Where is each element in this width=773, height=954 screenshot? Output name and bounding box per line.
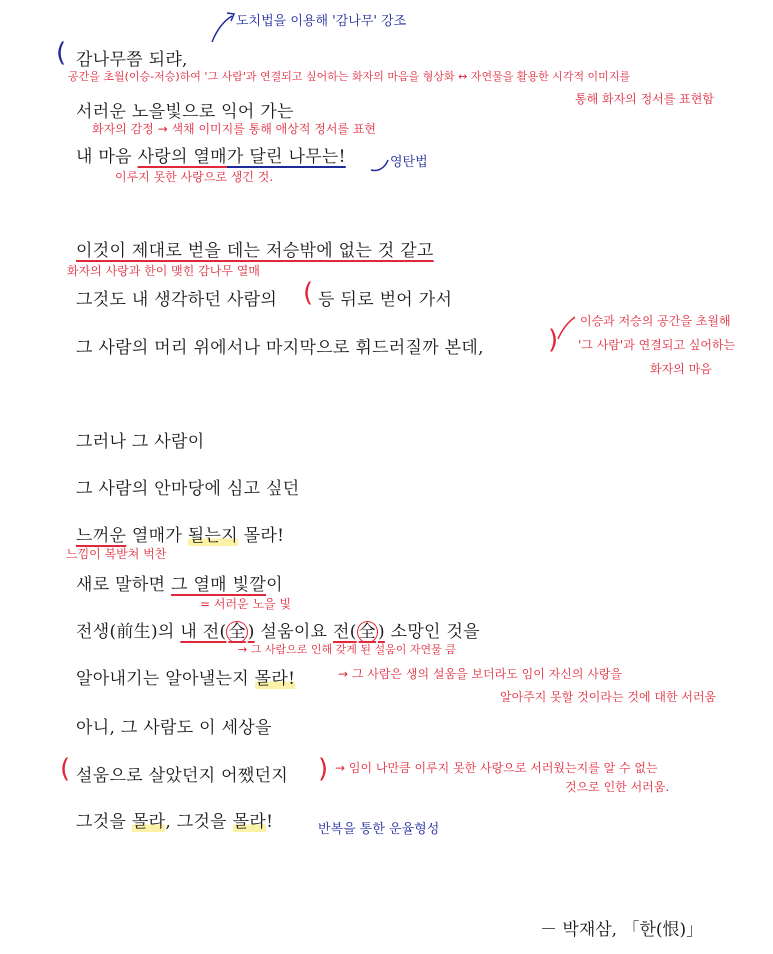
poem-line-9-d: 몰라!: [237, 526, 285, 546]
poem-line-11-whole: [333, 621, 385, 643]
poem-line-11-i: 소망인 것을: [384, 622, 480, 642]
poem-line-12-a: 알아내기는 알아낼는지: [76, 669, 255, 689]
close-paren-red-mark-2: ): [318, 754, 329, 784]
poem-line-15-a: 그것을: [76, 812, 132, 832]
open-paren-mark: (: [56, 38, 67, 68]
annotation-not-known-1: → 그 사람은 생의 설움을 보더라도 임이 자신의 사랑을: [338, 667, 623, 681]
poem-line-5-a: 그것도 내 생각하던 사람의: [76, 290, 278, 310]
poem-line-15: [76, 807, 273, 832]
poem-line-7: 그러나 그 사람이: [76, 432, 205, 452]
annotation-exclamation: 영탄법: [390, 155, 428, 170]
annotation-overwhelmed: 느낌이 복받쳐 벅찬: [66, 547, 167, 561]
poem-line-5: [76, 285, 277, 310]
poem-line-11-d: ): [247, 622, 255, 642]
poem-line-4-text: 이것이 제대로 벋을 데는 저승밖에 없는 것 같고: [76, 241, 434, 261]
annotation-persimmon-fruit: 화자의 사랑과 한이 맺힌 감나무 열매: [67, 264, 260, 278]
poem-line-13: 아니, 그 사람도 이 세상을: [76, 718, 272, 738]
open-paren-red-mark-2: (: [60, 754, 71, 784]
poem-line-8: 그 사람의 안마당에 심고 싶던: [76, 479, 300, 499]
annotation-connect-1: 이승과 저승의 공간을 초월해: [580, 314, 731, 328]
poem-line-10: [76, 570, 283, 595]
poem-line-15-e: !: [266, 812, 274, 832]
poem-line-3-c: 가 달린 나무는!: [226, 147, 346, 167]
poem-line-9: [76, 521, 284, 546]
poem-line-15-c: , 그것을: [165, 812, 233, 832]
annotation-inversion: 도치법을 이용해 '감나무' 강조: [236, 14, 407, 29]
poem-line-9-c: 될는지: [187, 526, 238, 546]
poem-line-11-h: ): [377, 622, 385, 642]
poem-line-9-b: 열매가: [126, 526, 188, 546]
annotation-sunset-color: = 서러운 노을 빛: [200, 597, 292, 611]
poem-line-3-a: 내 마음: [76, 147, 138, 167]
poem-line-6: 그 사람의 머리 위에서나 마지막으로 휘드러질까 본데,: [76, 338, 484, 358]
annotation-cannot-know-2: 것으로 인한 서러움.: [565, 780, 670, 794]
annotation-connect-3: 화자의 마음: [650, 362, 712, 376]
poem-line-15-b: 몰라: [131, 812, 166, 832]
poem-line-3-fruit: 사랑의 열매: [137, 147, 227, 167]
poem-line-9-a: 느꺼운: [76, 526, 127, 546]
annotation-color-image: 화자의 감정 → 색채 이미지를 통해 애상적 정서를 표현: [92, 122, 377, 136]
poem-line-11-mine: [180, 621, 254, 643]
annotation-sorrow-from-love: → 그 사람으로 인해 갖게 된 설움이 자연물 큼: [238, 643, 456, 656]
poem-line-5-b: 등 뒤로 벋어 가서: [318, 290, 453, 310]
poem-line-4: [76, 236, 434, 261]
annotation-cannot-know-1: → 임이 나만큼 이루지 못한 사랑으로 서러웠는지를 알 수 없는: [335, 761, 658, 775]
poem-line-10-b: 그 열매 빛깔: [171, 575, 267, 595]
poem-line-12: [76, 664, 295, 689]
poem-line-12-b: 몰라!: [254, 669, 296, 689]
annotation-visual-image: 통해 화자의 정서를 표현함: [575, 92, 714, 106]
poem-line-11-g: 全: [358, 622, 376, 642]
poem-line-1: 감나무쯤 되랴,: [76, 50, 188, 70]
close-paren-red-mark: ): [548, 325, 559, 355]
poem-line-11-f: 전(: [332, 622, 357, 642]
poem-line-10-a: 새로 말하면: [76, 575, 172, 595]
poem-line-11: [76, 617, 480, 642]
poem-line-11-a: 전생(前生)의: [76, 622, 181, 642]
annotation-unfulfilled-love: 이루지 못한 사랑으로 생긴 것.: [115, 170, 274, 184]
author-citation: － 박재삼, 「한(恨)」: [540, 920, 704, 940]
poem-line-14: 설움으로 살았던지 어쨌던지: [76, 766, 289, 786]
poem-line-15-d: 몰라: [232, 812, 267, 832]
poem-line-11-c: 全: [228, 622, 246, 642]
poem-line-2: 서러운 노을빛으로 익어 가는: [76, 102, 294, 122]
poem-line-11-b: 내 전(: [180, 622, 227, 642]
annotation-not-known-2: 알아주지 못할 것이라는 것에 대한 서러움: [500, 690, 717, 704]
annotation-space-transcend: 공간을 초월(이승-저승)하여 '그 사람'과 연결되고 싶어하는 화자의 마음을 형상화 ↔ 자연물을 활용한 시각적 이미지를: [68, 70, 631, 83]
annotation-connect-2: '그 사람'과 연결되고 싶어하는: [578, 338, 736, 352]
poem-line-10-c: 이: [266, 575, 283, 595]
poem-line-3: [76, 142, 346, 167]
open-paren-red-mark: (: [303, 278, 314, 308]
annotation-repetition: 반복을 통한 운율형성: [318, 822, 440, 837]
poem-line-11-e: 설움이요: [254, 622, 333, 642]
